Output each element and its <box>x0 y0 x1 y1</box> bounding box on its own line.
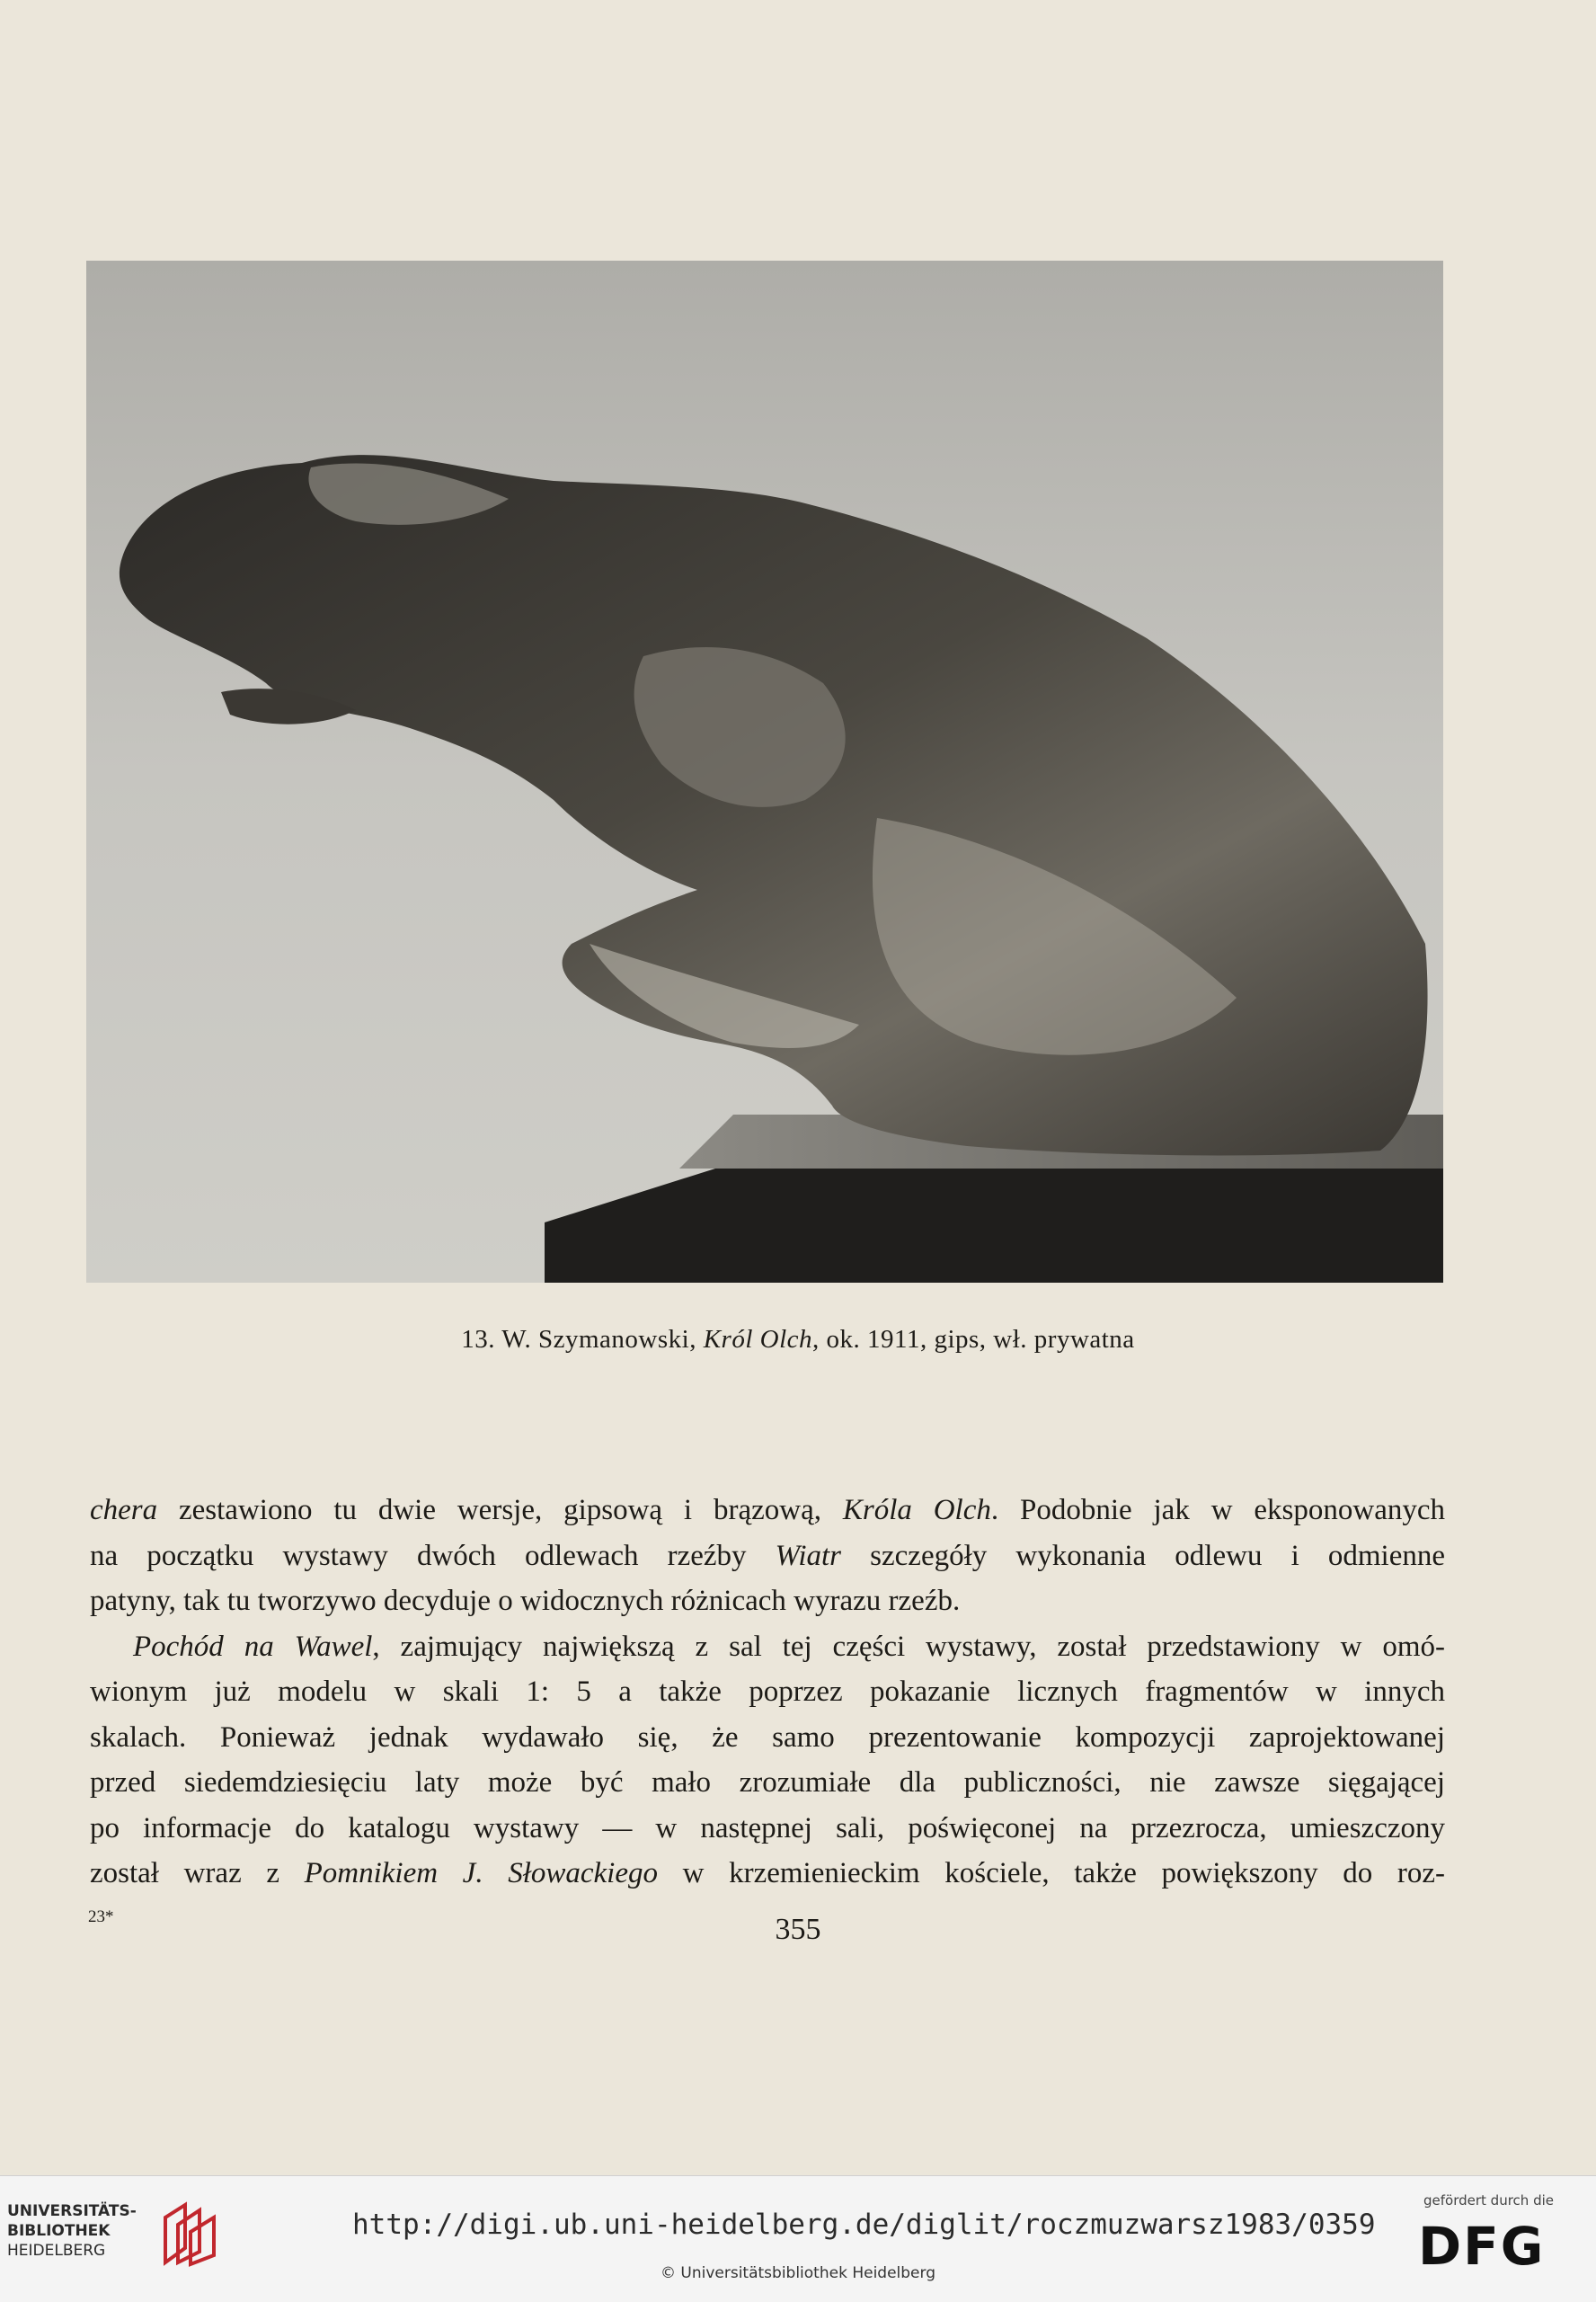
permalink-url[interactable]: http://digi.ub.uni-heidelberg.de/diglit/roczmuzwarsz1983/0359 <box>352 2209 1376 2241</box>
text-span: w krzemienieckim kościele, także powiększony do roz- <box>658 1857 1445 1889</box>
caption-number: 13. W. Szymanowski, <box>461 1325 704 1354</box>
dfg-logo: DFG <box>1418 2216 1546 2277</box>
text-line: po informacje do katalogu wystawy — w następnej sali, poświęconej na przezrocza, umieszczony <box>90 1811 1445 1844</box>
figure-caption <box>0 1325 1596 1355</box>
text-span: zestawiono tu dwie wersje, gipsową i brązową, <box>157 1494 843 1526</box>
italic-term: Króla Olch <box>842 1494 991 1526</box>
text-line: skalach. Ponieważ jednak wydawało się, że samo prezentowanie kompozycji zaprojektowanej <box>90 1720 1445 1754</box>
library-name-line: HEIDELBERG <box>7 2242 106 2260</box>
italic-term: Wiatr <box>775 1539 842 1572</box>
text-line <box>90 1624 1445 1670</box>
text-line: patyny, tak tu tworzywo decyduje o widocznych różnicach wyrazu rzeźb. <box>90 1585 961 1617</box>
italic-term: chera <box>90 1494 158 1526</box>
sculpture-photograph <box>86 261 1443 1283</box>
signature-mark: 23* <box>88 1907 114 1926</box>
text-span: na początku wystawy dwóch odlewach rzeźby <box>90 1539 776 1572</box>
text-span: , zajmujący największą z sal tej części wystawy, został przedstawiony w omó- <box>372 1630 1445 1663</box>
copyright-notice: © Universitätsbibliothek Heidelberg <box>660 2264 935 2282</box>
italic-term: Pochód na Wawel <box>133 1630 373 1663</box>
text-span: . Podobnie jak w eksponowanych <box>990 1494 1445 1526</box>
body-paragraphs <box>90 1488 1445 1897</box>
digitization-footer <box>0 2175 1596 2302</box>
text-line: wionym już modelu w skali 1: 5 a także poprzez pokazanie licznych fragmentów w innych <box>90 1675 1445 1708</box>
library-name <box>7 2201 137 2261</box>
caption-title: Król Olch <box>703 1325 813 1354</box>
text-line <box>90 1488 1445 1533</box>
text-span: został wraz z <box>90 1857 305 1889</box>
sculpture-image <box>86 261 1443 1283</box>
library-logo-icon <box>158 2200 221 2268</box>
library-name-line: BIBLIOTHEK <box>7 2222 111 2240</box>
text-line <box>90 1533 1445 1579</box>
funder-label: gefördert durch die <box>1423 2192 1554 2209</box>
library-name-line: UNIVERSITÄTS- <box>7 2202 137 2220</box>
caption-details: , ok. 1911, gips, wł. prywatna <box>812 1325 1135 1354</box>
text-span: szczegóły wykonania odlewu i odmienne <box>841 1539 1445 1572</box>
italic-term: Pomnikiem J. Słowackiego <box>304 1857 658 1889</box>
page-number: 355 <box>775 1913 821 1946</box>
text-line: przed siedemdziesięciu laty może być mało zrozumiałe dla publiczności, nie zawsze sięgającej <box>90 1766 1445 1799</box>
text-line <box>90 1851 1445 1897</box>
